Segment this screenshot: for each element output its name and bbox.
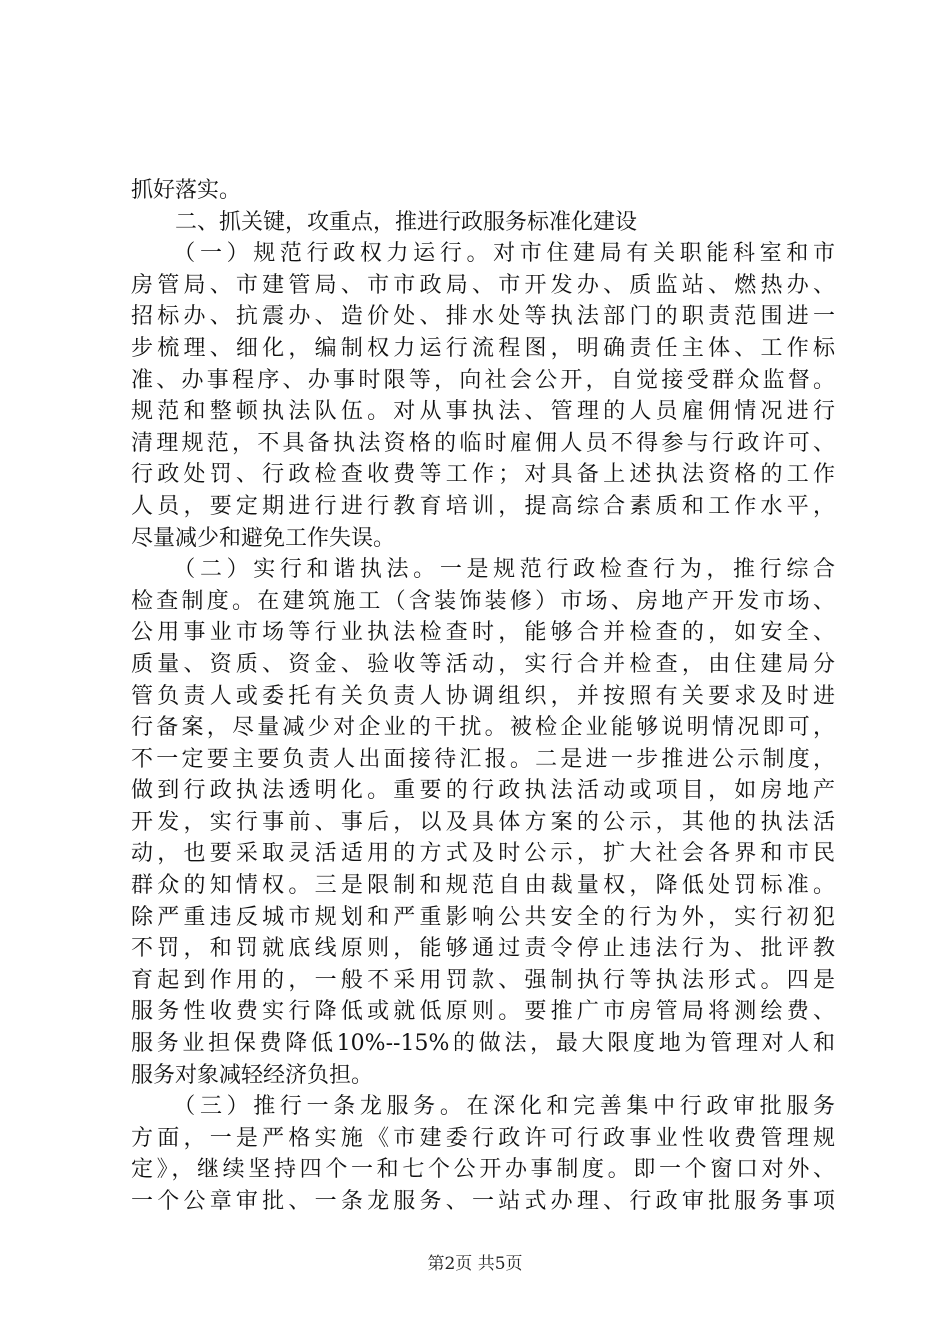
text-line: （二）实行和谐执法。一是规范行政检查行为，推行综合 — [131, 557, 835, 583]
page-footer: 第2页 共5页 — [427, 1254, 523, 1274]
text-line: 行备案，尽量减少对企业的干扰。被检企业能够说明情况即可， — [131, 715, 835, 741]
text-line: 招标办、抗震办、造价处、排水处等执法部门的职责范围进一 — [131, 304, 835, 330]
text-line: 方面，一是严格实施《市建委行政许可行政事业性收费管理规 — [131, 1125, 835, 1151]
text-line: 尽量减少和避免工作失误。 — [131, 525, 396, 551]
text-line: 开发，实行事前、事后，以及具体方案的公示，其他的执法活 — [131, 809, 835, 835]
text-line: 一个公章审批、一条龙服务、一站式办理、行政审批服务事项 — [131, 1189, 835, 1214]
text-line: 抓好落实。 — [131, 178, 242, 203]
text-line: 群众的知情权。三是限制和规范自由裁量权，降低处罚标准。 — [131, 873, 835, 899]
text-line: 房管局、市建管局、市市政局、市开发办、质监站、燃热办、 — [131, 272, 835, 298]
text-line: 公用事业市场等行业执法检查时，能够合并检查的，如安全、 — [131, 620, 835, 646]
text-line: 动，也要采取灵活适用的方式及时公示，扩大社会各界和市民 — [131, 841, 835, 867]
text-line: 行政处罚、行政检查收费等工作；对具备上述执法资格的工作 — [131, 462, 835, 488]
text-line: 服务对象减轻经济负担。 — [131, 1062, 374, 1088]
text-line: （一）规范行政权力运行。对市住建局有关职能科室和市 — [131, 241, 835, 267]
text-line: 除严重违反城市规划和严重影响公共安全的行为外，实行初犯 — [131, 904, 835, 930]
text-line: 管负责人或委托有关负责人协调组织，并按照有关要求及时进 — [131, 683, 835, 709]
text-line: 准、办事程序、办事时限等，向社会公开，自觉接受群众监督。 — [131, 367, 835, 393]
text-line: 清理规范，不具备执法资格的临时雇佣人员不得参与行政许可、 — [131, 430, 835, 456]
text-line: 育起到作用的，一般不采用罚款、强制执行等执法形式。四是 — [131, 967, 835, 993]
document-body — [131, 175, 835, 1218]
text-line: 不一定要主要负责人出面接待汇报。二是进一步推进公示制度， — [131, 746, 835, 772]
text-line: 规范和整顿执法队伍。对从事执法、管理的人员雇佣情况进行 — [131, 399, 835, 425]
text-line: 定》，继续坚持四个一和七个公开办事制度。即一个窗口对外、 — [131, 1157, 835, 1183]
text-line: 服务业担保费降低10%--15%的做法，最大限度地为管理对人和 — [131, 1031, 835, 1057]
text-line: 人员，要定期进行进行教育培训，提高综合素质和工作水平， — [131, 493, 835, 519]
text-line: 二、抓关键，攻重点，推进行政服务标准化建设 — [131, 209, 638, 235]
text-line: 不罚，和罚就底线原则，能够通过责令停止违法行为、批评教 — [131, 936, 835, 962]
text-line: 服务性收费实行降低或就低原则。要推广市房管局将测绘费、 — [131, 999, 835, 1025]
text-line: 步梳理、细化，编制权力运行流程图，明确责任主体、工作标 — [131, 335, 835, 361]
text-line: 检查制度。在建筑施工（含装饰装修）市场、房地产开发市场、 — [131, 588, 835, 614]
text-line: 做到行政执法透明化。重要的行政执法活动或项目，如房地产 — [131, 778, 835, 804]
text-line: （三）推行一条龙服务。在深化和完善集中行政审批服务 — [131, 1094, 835, 1120]
text-line: 质量、资质、资金、验收等活动，实行合并检查，由住建局分 — [131, 651, 835, 677]
